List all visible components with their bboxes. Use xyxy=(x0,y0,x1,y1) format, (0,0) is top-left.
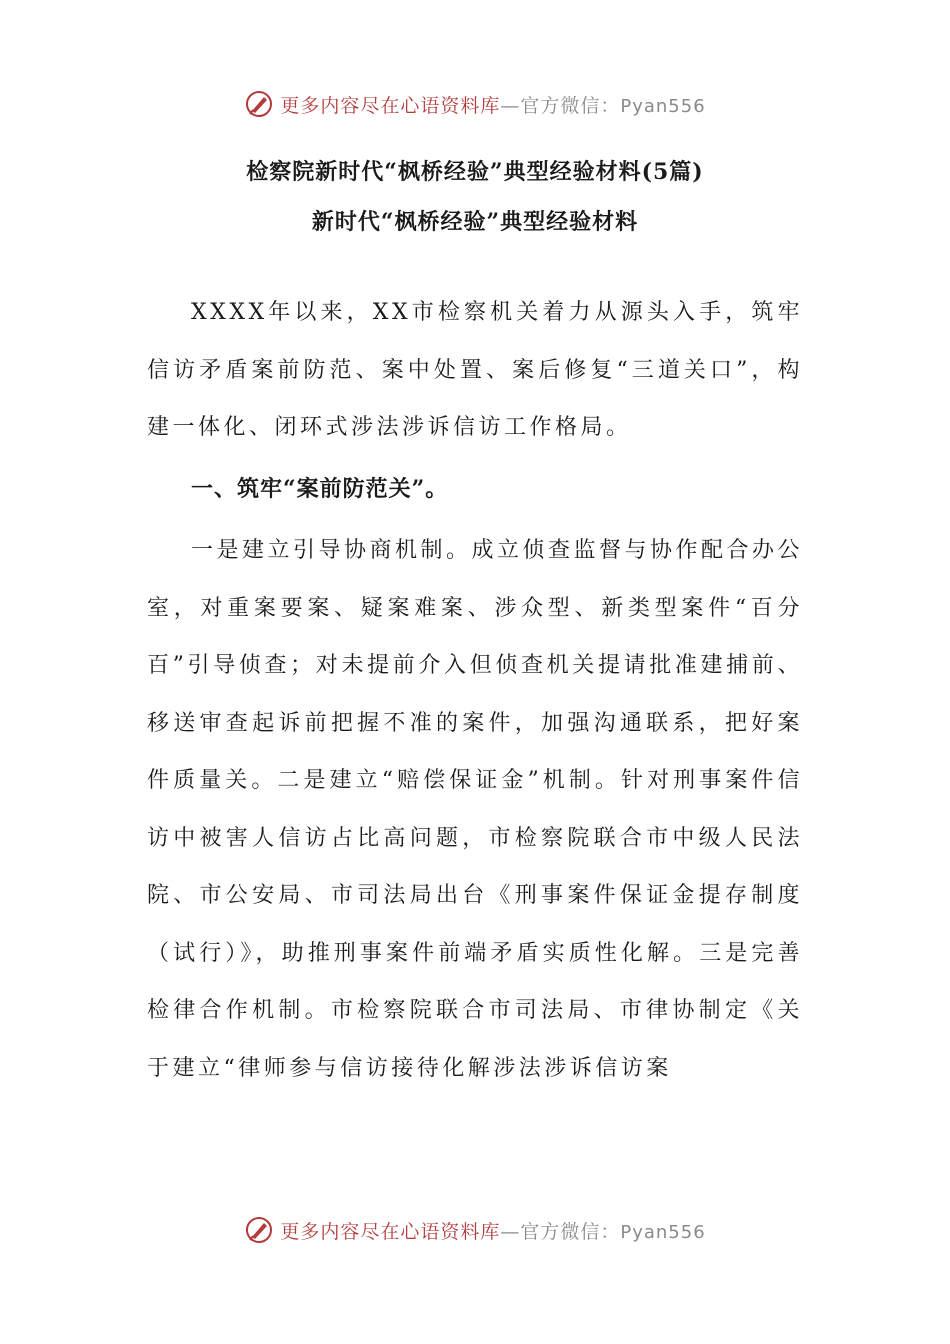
body-paragraph: 一是建立引导协商机制。成立侦查监督与协作配合办公室，对重案要案、疑案难案、涉众型、新类型案件“百分百”引导侦查；对未提前介入但侦查机关提请批准建捕前、移送审查起诉前把握不准的案件，加强沟通联系，把好案件质量关。二是建立“赔偿保证金”机制。针对刑事案件信访中被害人信访占比高问题，市检察院联合市中级人民法院、市公安局、市司法局出台《刑事案件保证金提存制度（试行）》，助推刑事案件前端矛盾实质性化解。三是完善检律合作机制。市检察院联合市司法局、市律协制定《关于建立“律师参与信访接待化解涉法涉诉信访案 xyxy=(147,538,804,1081)
intro-paragraph: XXXX年以来，XX市检察机关着力从源头入手，筑牢信访矛盾案前防范、案中处置、案后修复“三道关口”，构建一体化、闭环式涉法涉诉信访工作格局。 xyxy=(147,300,803,440)
footer-banner xyxy=(0,1210,950,1250)
banner-dash: — xyxy=(500,1220,521,1243)
banner-wechat-id: Pyan556 xyxy=(620,1221,706,1243)
banner-wechat-label: 官方微信： xyxy=(520,1220,621,1243)
quill-pen-logo-icon xyxy=(244,1215,274,1245)
banner-wechat-label: 官方微信： xyxy=(520,94,621,117)
banner-text xyxy=(280,91,705,118)
banner-wechat-id: Pyan556 xyxy=(620,95,706,117)
banner-site-name: 更多内容尽在心语资料库 xyxy=(280,1220,501,1243)
quill-pen-logo-icon xyxy=(244,89,274,119)
banner-site-name: 更多内容尽在心语资料库 xyxy=(280,94,501,117)
document-subtitle: 新时代“枫桥经验”典型经验材料 xyxy=(311,209,639,235)
banner-text xyxy=(280,1217,705,1244)
banner-dash: — xyxy=(500,94,521,117)
header-banner xyxy=(0,84,950,124)
section-heading: 一、筑牢“案前防范关”。 xyxy=(191,475,449,502)
document-body xyxy=(147,284,803,1097)
document-title: 检察院新时代“枫桥经验”典型经验材料(5篇) xyxy=(246,159,704,185)
